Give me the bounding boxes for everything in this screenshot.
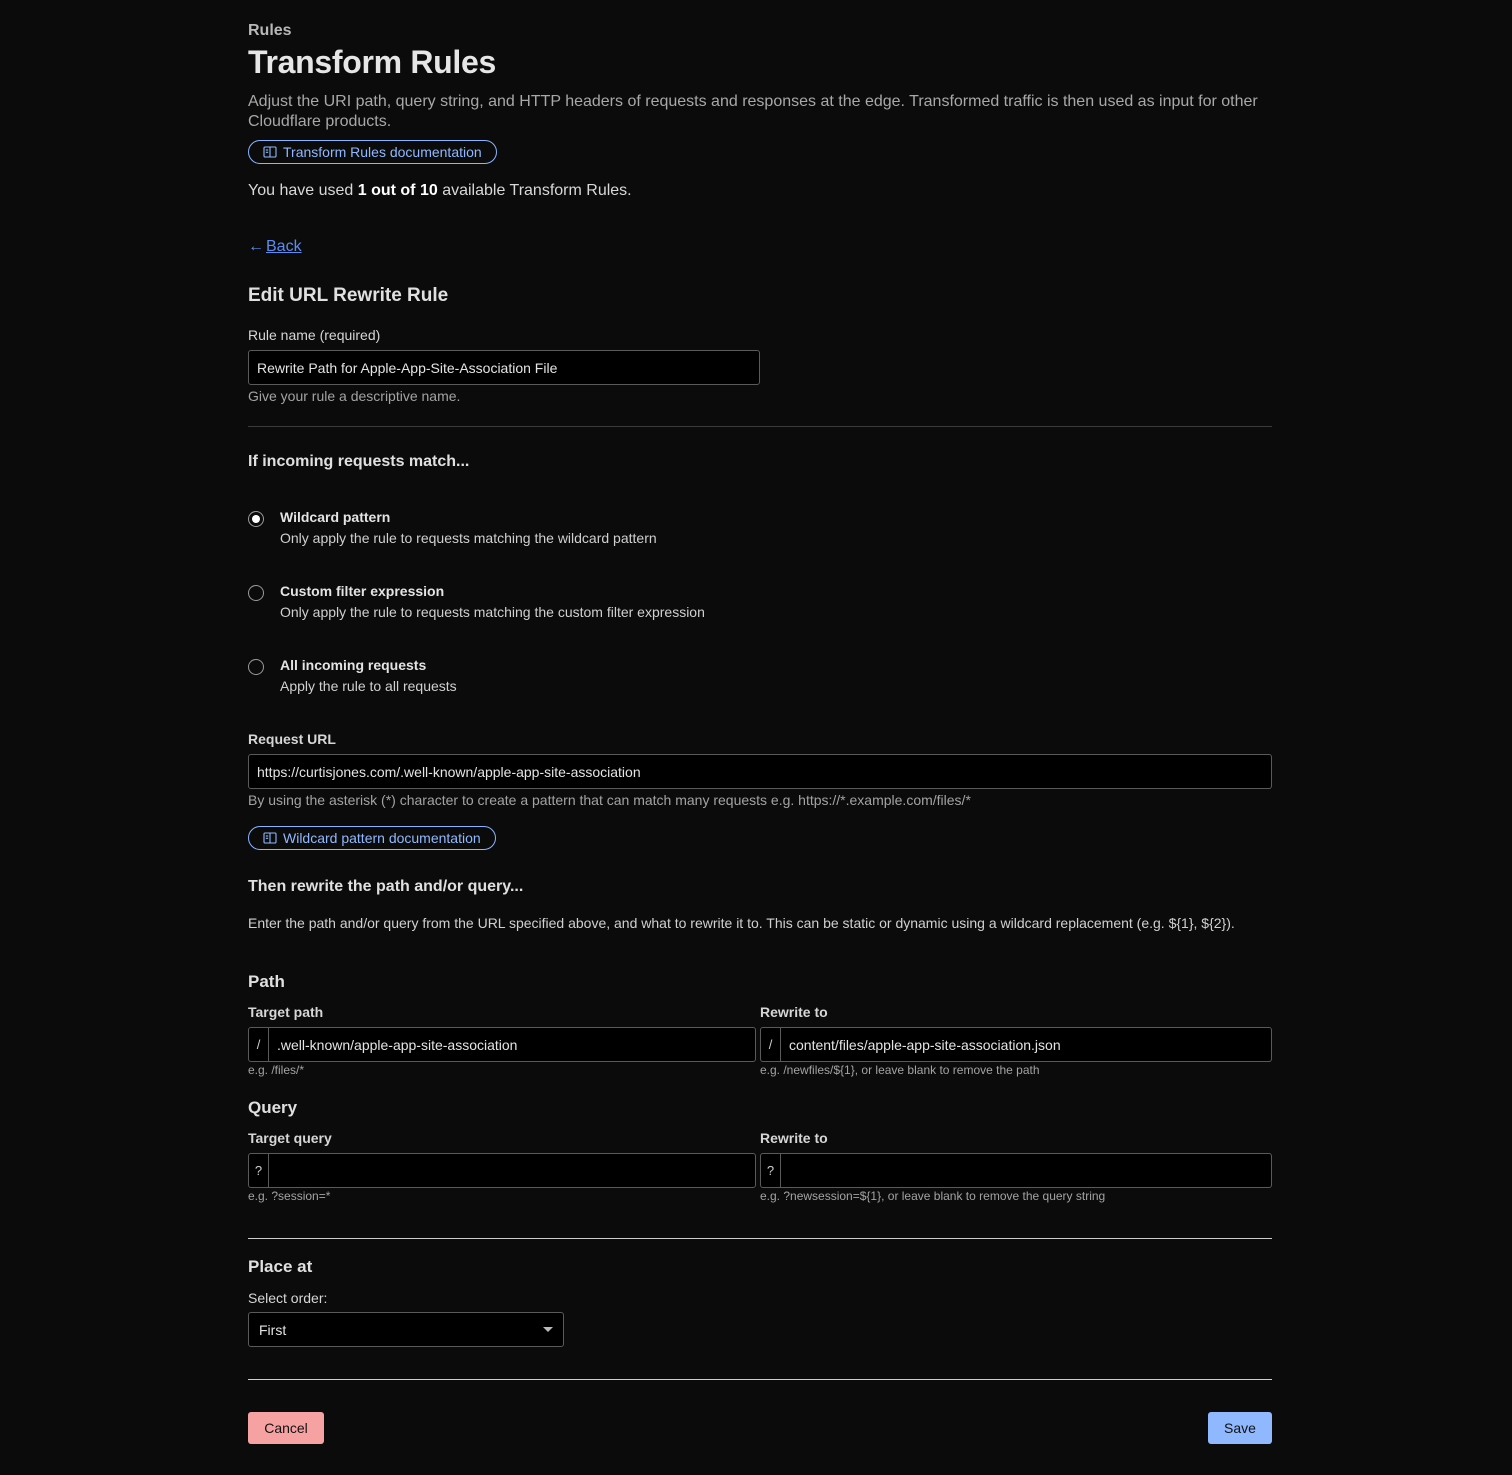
question-prefix: ? bbox=[249, 1154, 269, 1187]
cancel-button[interactable]: Cancel bbox=[248, 1412, 324, 1444]
slash-prefix: / bbox=[249, 1028, 269, 1061]
radio-title: All incoming requests bbox=[280, 657, 427, 673]
target-query-value[interactable] bbox=[269, 1154, 755, 1187]
rule-name-label: Rule name (required) bbox=[248, 327, 381, 343]
order-select-value: First bbox=[259, 1321, 287, 1338]
form-title: Edit URL Rewrite Rule bbox=[248, 285, 449, 306]
breadcrumb[interactable]: Rules bbox=[248, 22, 292, 39]
rewrite-path-help: e.g. /newfiles/${1}, or leave blank to remove the path bbox=[760, 1063, 1040, 1077]
select-order-label: Select order: bbox=[248, 1290, 328, 1306]
rewrite-path-label: Rewrite to bbox=[760, 1004, 828, 1020]
rule-name-help: Give your rule a descriptive name. bbox=[248, 388, 461, 404]
question-prefix: ? bbox=[761, 1154, 781, 1187]
arrow-left-icon: ← bbox=[248, 238, 264, 255]
book-icon bbox=[263, 145, 277, 159]
rewrite-description: Enter the path and/or query from the URL specified above, and what to rewrite it to. This can be static or dynamic using a wildcard replacement (e.g. ${1}, ${2}). bbox=[248, 915, 1235, 931]
target-query-input[interactable] bbox=[248, 1153, 756, 1188]
back-label: Back bbox=[266, 238, 302, 255]
page-title: Transform Rules bbox=[248, 44, 497, 80]
radio-description: Only apply the rule to requests matching the wildcard pattern bbox=[280, 530, 657, 546]
radio-description: Only apply the rule to requests matching the custom filter expression bbox=[280, 604, 705, 620]
back-link[interactable] bbox=[248, 238, 302, 256]
rewrite-title: Then rewrite the path and/or query... bbox=[248, 878, 524, 895]
radio-title: Wildcard pattern bbox=[280, 509, 391, 525]
divider bbox=[248, 1379, 1272, 1380]
order-select[interactable] bbox=[248, 1312, 564, 1347]
rewrite-path-input[interactable] bbox=[760, 1027, 1272, 1062]
place-at-title: Place at bbox=[248, 1257, 313, 1276]
wildcard-pattern-doc-link[interactable] bbox=[248, 826, 496, 850]
rewrite-query-label: Rewrite to bbox=[760, 1130, 828, 1146]
match-title: If incoming requests match... bbox=[248, 453, 470, 470]
page-description: Adjust the URI path, query string, and HTTP headers of requests and responses at the edge. Transformed traffic is then used as input for other Cloudflare products. bbox=[248, 93, 1258, 130]
usage-text: You have used 1 out of 10 available Transform Rules. bbox=[248, 182, 632, 199]
rewrite-path-value[interactable]: content/files/apple-app-site-association.json bbox=[789, 1036, 1061, 1053]
doc-link-label: Transform Rules documentation bbox=[283, 144, 482, 160]
request-url-label: Request URL bbox=[248, 731, 336, 747]
radio-button[interactable] bbox=[248, 659, 264, 675]
transform-rules-doc-link[interactable] bbox=[248, 140, 497, 164]
radio-button[interactable] bbox=[248, 585, 264, 601]
chevron-down-icon bbox=[543, 1327, 553, 1332]
target-path-input[interactable] bbox=[248, 1027, 756, 1062]
query-title: Query bbox=[248, 1098, 298, 1117]
target-query-label: Target query bbox=[248, 1130, 332, 1146]
rewrite-query-value[interactable] bbox=[781, 1154, 1271, 1187]
rule-name-input[interactable]: Rewrite Path for Apple-App-Site-Association File bbox=[248, 350, 760, 385]
radio-title: Custom filter expression bbox=[280, 583, 445, 599]
target-query-help: e.g. ?session=* bbox=[248, 1189, 331, 1203]
request-url-input[interactable]: https://curtisjones.com/.well-known/apple-app-site-association bbox=[248, 754, 1272, 789]
divider bbox=[248, 426, 1272, 427]
divider bbox=[248, 1238, 1272, 1239]
path-title: Path bbox=[248, 972, 285, 991]
target-path-value[interactable]: .well-known/apple-app-site-association bbox=[277, 1036, 518, 1053]
book-icon bbox=[263, 831, 277, 845]
radio-button-checked[interactable] bbox=[248, 511, 264, 527]
radio-description: Apply the rule to all requests bbox=[280, 678, 457, 694]
slash-prefix: / bbox=[761, 1028, 781, 1061]
rewrite-query-input[interactable] bbox=[760, 1153, 1272, 1188]
target-path-help: e.g. /files/* bbox=[248, 1063, 305, 1077]
save-button[interactable]: Save bbox=[1208, 1412, 1272, 1444]
rewrite-query-help: e.g. ?newsession=${1}, or leave blank to remove the query string bbox=[760, 1189, 1106, 1203]
target-path-label: Target path bbox=[248, 1004, 324, 1020]
doc-link-label: Wildcard pattern documentation bbox=[283, 830, 481, 846]
request-url-help: By using the asterisk (*) character to create a pattern that can match many requests e.g. https://*.example.com/files/* bbox=[248, 792, 971, 808]
usage-count: 1 out of 10 bbox=[357, 182, 438, 199]
